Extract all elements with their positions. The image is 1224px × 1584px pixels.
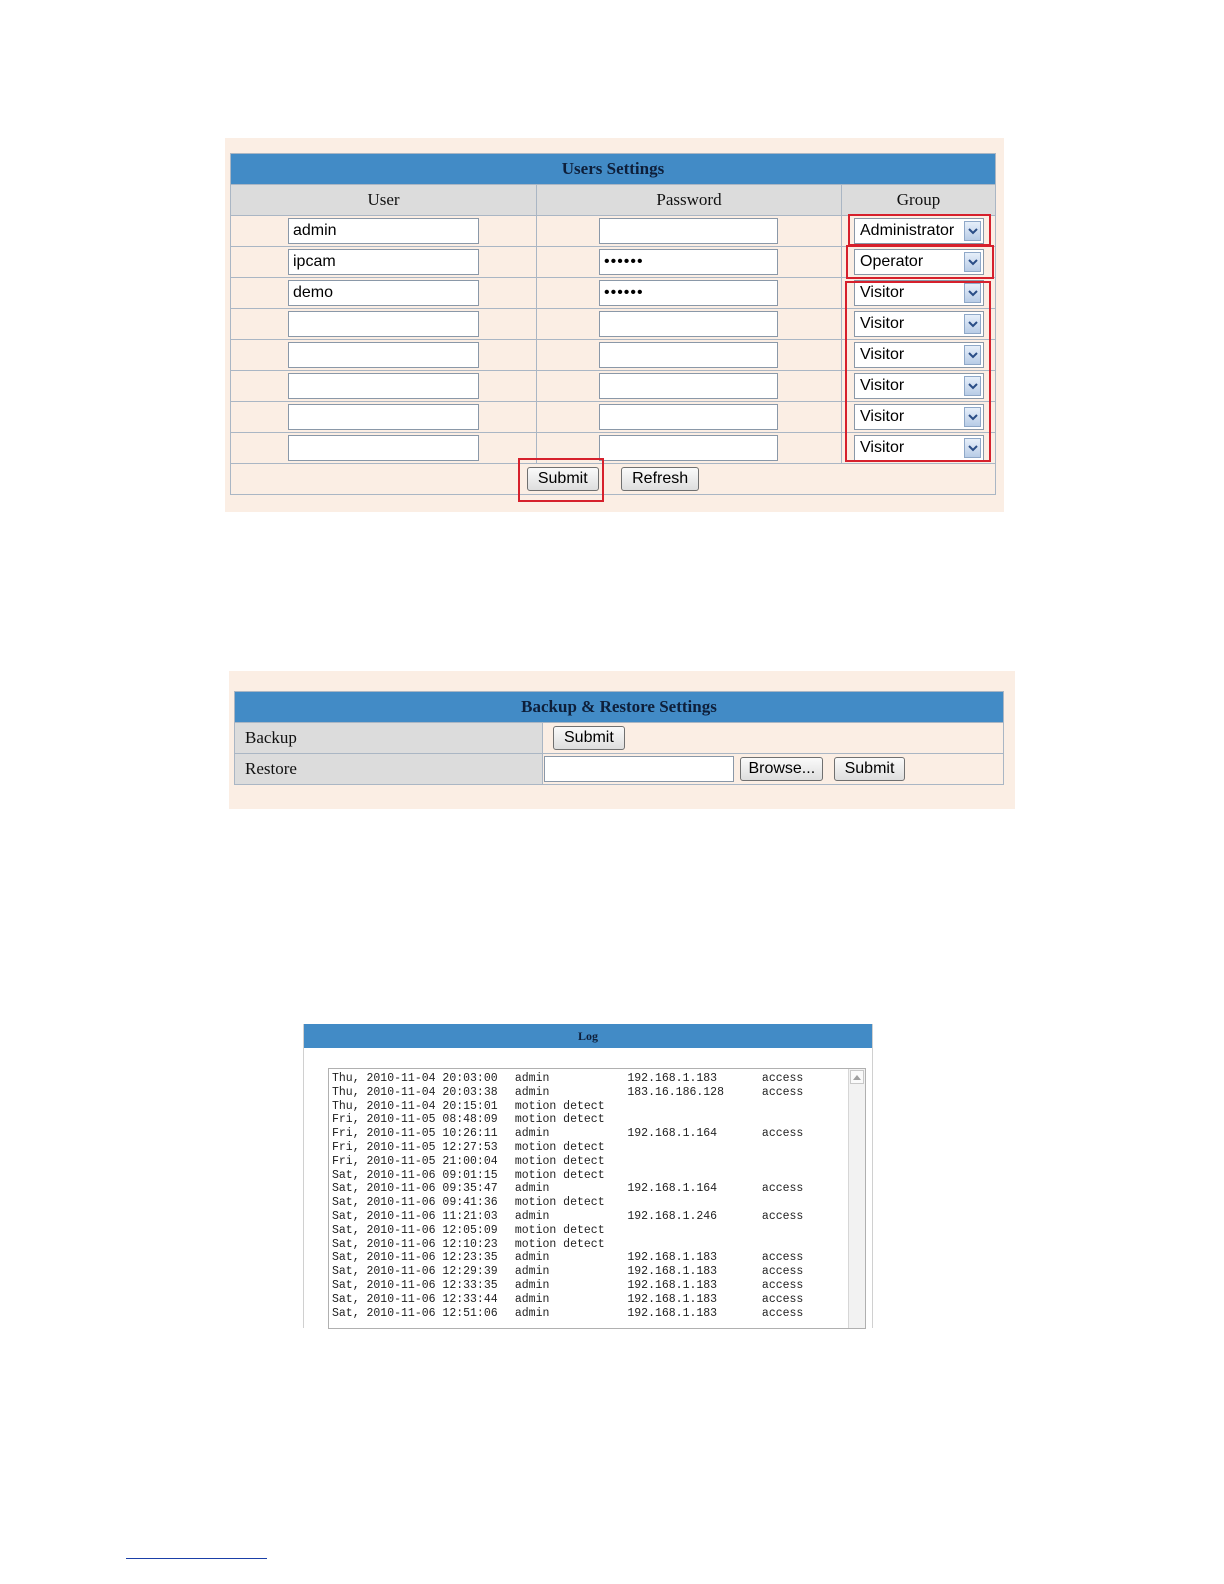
username-input[interactable] — [288, 404, 479, 430]
log-entry-ip: 192.168.1.183 — [627, 1072, 718, 1085]
group-select-value: Visitor — [860, 408, 905, 425]
log-entry-time: Sat, 2010-11-06 12:05:09 — [332, 1223, 498, 1237]
user-row — [231, 247, 996, 278]
log-entry-user: motion detect — [514, 1237, 605, 1251]
group-select-value: Visitor — [860, 439, 905, 456]
log-entry — [332, 1072, 817, 1086]
user-cell — [231, 371, 537, 402]
browse-button[interactable]: Browse... — [740, 757, 823, 781]
chevron-down-icon[interactable] — [964, 221, 981, 241]
group-select[interactable] — [854, 218, 984, 244]
footnote-separator — [126, 1558, 267, 1559]
log-entry-action: access — [761, 1127, 804, 1141]
log-entry-time: Sat, 2010-11-06 12:29:39 — [332, 1265, 498, 1279]
log-entry — [332, 1293, 817, 1307]
log-entry — [332, 1127, 817, 1141]
group-cell — [842, 340, 996, 371]
log-entry-user: admin — [514, 1085, 550, 1099]
log-entry-time: Fri, 2010-11-05 10:26:11 — [332, 1127, 498, 1141]
password-cell — [537, 433, 842, 464]
log-entry-time: Sat, 2010-11-06 12:33:35 — [332, 1278, 498, 1292]
log-entry — [332, 1307, 817, 1321]
log-entry-user: admin — [514, 1306, 550, 1320]
log-entry-action: access — [761, 1251, 804, 1265]
log-entry-ip: 192.168.1.164 — [627, 1127, 718, 1141]
user-cell — [231, 402, 537, 433]
log-entry-user: motion detect — [514, 1113, 605, 1127]
log-entry-user: motion detect — [514, 1154, 605, 1168]
password-cell — [537, 371, 842, 402]
group-cell — [842, 371, 996, 402]
log-entry — [332, 1100, 817, 1114]
backup-label: Backup — [235, 723, 543, 754]
column-header-group: Group — [842, 185, 996, 216]
user-cell — [231, 278, 537, 309]
group-select[interactable] — [854, 373, 984, 399]
user-cell — [231, 247, 537, 278]
user-row — [231, 371, 996, 402]
log-entry-user: admin — [514, 1072, 550, 1085]
scroll-up-arrow-icon[interactable] — [850, 1070, 864, 1084]
log-entry-time: Thu, 2010-11-04 20:03:38 — [332, 1085, 498, 1099]
log-entry-action: access — [761, 1278, 804, 1292]
log-entry-action: access — [761, 1265, 804, 1279]
restore-submit-button[interactable]: Submit — [834, 757, 906, 781]
log-entry-time: Sat, 2010-11-06 09:01:15 — [332, 1168, 498, 1182]
log-entry-ip: 192.168.1.164 — [627, 1182, 718, 1196]
username-input[interactable] — [288, 311, 479, 337]
log-entry-user: admin — [514, 1127, 550, 1141]
log-entry-ip: 192.168.1.183 — [627, 1251, 718, 1265]
group-cell — [842, 278, 996, 309]
users-settings-table — [230, 153, 996, 495]
log-textarea[interactable] — [328, 1068, 866, 1329]
log-entry — [332, 1251, 817, 1265]
group-select[interactable] — [854, 404, 984, 430]
log-entry-time: Fri, 2010-11-05 08:48:09 — [332, 1113, 498, 1127]
log-entry — [332, 1196, 817, 1210]
log-entry-user: motion detect — [514, 1168, 605, 1182]
group-select[interactable] — [854, 342, 984, 368]
log-entry-ip: 192.168.1.183 — [627, 1292, 718, 1306]
column-header-user: User — [231, 185, 537, 216]
group-select[interactable] — [854, 311, 984, 337]
log-entry-user: admin — [514, 1278, 550, 1292]
password-cell — [537, 278, 842, 309]
log-entry-action: access — [761, 1306, 804, 1320]
username-input[interactable] — [288, 373, 479, 399]
group-select-value: Visitor — [860, 377, 905, 394]
group-select-value: Visitor — [860, 315, 905, 332]
log-scrollbar[interactable] — [848, 1069, 865, 1328]
log-entry — [332, 1238, 817, 1252]
backup-restore-title: Backup & Restore Settings — [235, 692, 1004, 723]
group-cell — [842, 216, 996, 247]
log-entry-action: access — [761, 1085, 804, 1099]
username-input[interactable] — [288, 342, 479, 368]
user-row — [231, 402, 996, 433]
password-input[interactable] — [599, 249, 778, 275]
log-entry-user: admin — [514, 1292, 550, 1306]
chevron-down-icon[interactable] — [964, 345, 981, 365]
log-entry-time: Sat, 2010-11-06 09:41:36 — [332, 1196, 498, 1210]
log-entry-time: Fri, 2010-11-05 21:00:04 — [332, 1154, 498, 1168]
log-entry — [332, 1210, 817, 1224]
password-input[interactable] — [599, 373, 778, 399]
log-entry-time: Sat, 2010-11-06 12:23:35 — [332, 1251, 498, 1265]
users-actions-row — [231, 464, 996, 495]
backup-cell — [543, 723, 1004, 754]
username-input[interactable] — [288, 249, 479, 275]
password-input[interactable] — [599, 311, 778, 337]
username-input[interactable] — [288, 218, 479, 244]
group-select[interactable] — [854, 249, 984, 275]
log-entry-ip: 192.168.1.246 — [627, 1209, 718, 1223]
log-entry — [332, 1155, 817, 1169]
log-entry-user: admin — [514, 1209, 550, 1223]
group-select-value: Operator — [860, 253, 924, 270]
group-cell — [842, 402, 996, 433]
password-cell — [537, 309, 842, 340]
group-select-value: Administrator — [860, 222, 955, 239]
password-cell — [537, 216, 842, 247]
user-row — [231, 433, 996, 464]
chevron-down-icon[interactable] — [964, 438, 981, 458]
user-row — [231, 309, 996, 340]
log-entry-action: access — [761, 1182, 804, 1196]
user-cell — [231, 340, 537, 371]
log-entry-time: Sat, 2010-11-06 12:33:44 — [332, 1292, 498, 1306]
log-entry — [332, 1113, 817, 1127]
group-cell — [842, 433, 996, 464]
group-select[interactable] — [854, 435, 984, 461]
log-entry-time: Sat, 2010-11-06 09:35:47 — [332, 1182, 498, 1196]
log-entry-time: Thu, 2010-11-04 20:15:01 — [332, 1099, 498, 1113]
chevron-down-icon[interactable] — [964, 314, 981, 334]
log-entry-time: Fri, 2010-11-05 12:27:53 — [332, 1140, 498, 1154]
group-select[interactable] — [854, 280, 984, 306]
log-entry-time: Sat, 2010-11-06 11:21:03 — [332, 1209, 498, 1223]
log-entry — [332, 1279, 817, 1293]
password-cell — [537, 340, 842, 371]
log-entry-user: motion detect — [514, 1196, 605, 1210]
log-entry — [332, 1086, 817, 1100]
log-entry-user: admin — [514, 1265, 550, 1279]
group-cell — [842, 309, 996, 340]
column-header-password: Password — [537, 185, 842, 216]
log-entry-user: admin — [514, 1251, 550, 1265]
username-input[interactable] — [288, 280, 479, 306]
log-entry-action: access — [761, 1292, 804, 1306]
restore-label: Restore — [235, 754, 543, 785]
users-submit-button[interactable]: Submit — [527, 467, 599, 491]
log-lines — [332, 1072, 817, 1320]
log-entry — [332, 1265, 817, 1279]
log-entry — [332, 1141, 817, 1155]
log-entry-time: Sat, 2010-11-06 12:51:06 — [332, 1306, 498, 1320]
log-entry-user: motion detect — [514, 1223, 605, 1237]
log-entry-action: access — [761, 1209, 804, 1223]
chevron-down-icon[interactable] — [964, 283, 981, 303]
user-row — [231, 278, 996, 309]
group-select-value: Visitor — [860, 284, 905, 301]
password-input[interactable] — [599, 218, 778, 244]
log-title: Log — [304, 1024, 872, 1048]
log-entry-time: Sat, 2010-11-06 12:10:23 — [332, 1237, 498, 1251]
user-row — [231, 340, 996, 371]
restore-cell — [543, 754, 1004, 785]
log-entry — [332, 1169, 817, 1183]
chevron-down-icon[interactable] — [964, 407, 981, 427]
password-input[interactable] — [599, 342, 778, 368]
log-entry-ip: 192.168.1.183 — [627, 1306, 718, 1320]
password-input[interactable] — [599, 404, 778, 430]
log-entry-action: access — [761, 1072, 804, 1085]
username-input[interactable] — [288, 435, 479, 461]
user-cell — [231, 433, 537, 464]
user-cell — [231, 216, 537, 247]
chevron-down-icon[interactable] — [964, 376, 981, 396]
backup-submit-button[interactable]: Submit — [553, 726, 625, 750]
password-cell — [537, 402, 842, 433]
backup-restore-table — [234, 691, 1004, 785]
users-settings-title: Users Settings — [231, 154, 996, 185]
user-cell — [231, 309, 537, 340]
restore-file-input[interactable] — [544, 756, 734, 782]
user-row — [231, 216, 996, 247]
group-cell — [842, 247, 996, 278]
log-entry-user: motion detect — [514, 1140, 605, 1154]
log-entry-time: Thu, 2010-11-04 20:03:00 — [332, 1072, 498, 1085]
group-select-value: Visitor — [860, 346, 905, 363]
chevron-down-icon[interactable] — [964, 252, 981, 272]
log-entry-user: admin — [514, 1182, 550, 1196]
log-entry-ip: 192.168.1.183 — [627, 1265, 718, 1279]
password-input[interactable] — [599, 280, 778, 306]
log-entry — [332, 1182, 817, 1196]
log-entry-user: motion detect — [514, 1099, 605, 1113]
password-input[interactable] — [599, 435, 778, 461]
password-cell — [537, 247, 842, 278]
log-entry-ip: 183.16.186.128 — [627, 1085, 724, 1099]
log-entry-ip: 192.168.1.183 — [627, 1278, 718, 1292]
log-entry — [332, 1224, 817, 1238]
users-refresh-button[interactable]: Refresh — [621, 467, 699, 491]
